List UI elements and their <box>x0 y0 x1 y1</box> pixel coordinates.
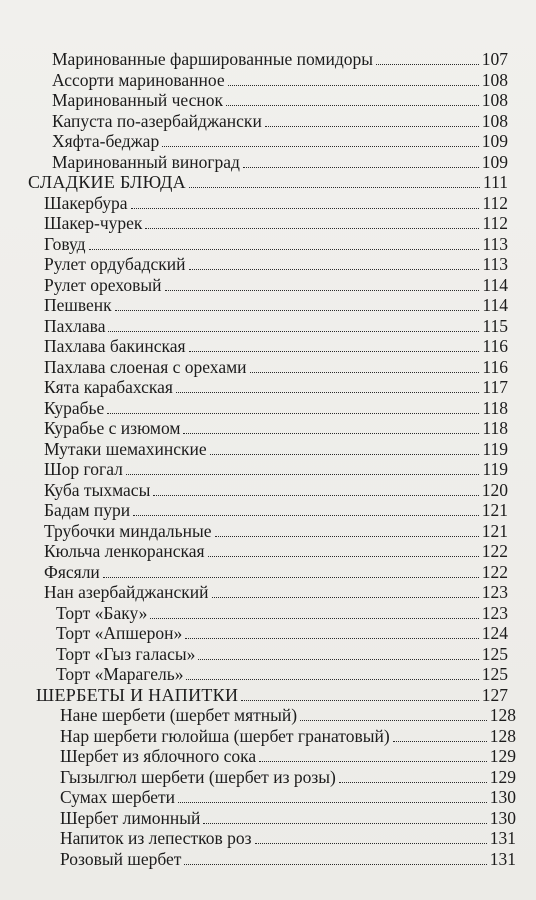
toc-entry-title: Пахлава слоеная с орехами <box>44 356 247 377</box>
dot-leader <box>183 433 479 434</box>
toc-entry-title: Хяфта-беджар <box>52 131 160 151</box>
toc-entry <box>60 704 516 725</box>
toc-section-heading <box>36 684 508 705</box>
toc-entry <box>44 274 508 295</box>
toc-entry-page: 114 <box>482 274 508 295</box>
dot-leader <box>145 228 479 229</box>
toc-entry <box>44 499 508 520</box>
dot-leader <box>162 146 479 147</box>
dot-leader <box>150 618 478 619</box>
dot-leader <box>189 351 480 352</box>
toc-entry-title: Ассорти маринованное <box>52 69 225 90</box>
toc-entry <box>44 417 508 438</box>
dot-leader <box>178 802 487 803</box>
toc-entry <box>44 335 508 356</box>
toc-entry <box>44 253 508 274</box>
toc-entry-title: Розовый шербет <box>60 848 182 869</box>
toc-entry <box>52 110 508 131</box>
toc-entry <box>56 643 508 664</box>
dot-leader <box>208 556 479 557</box>
toc-entry <box>44 581 508 602</box>
toc-entry <box>44 233 508 254</box>
toc-entry <box>44 520 508 541</box>
toc-entry-page: 129 <box>489 746 516 766</box>
dot-leader <box>250 372 480 373</box>
dot-leader <box>189 187 480 188</box>
toc-entry-title: Сумах шербети <box>60 787 176 807</box>
toc-entry-page: 112 <box>482 192 508 213</box>
toc-entry-title: Нан азербайджанский <box>44 582 209 602</box>
toc-entry <box>60 827 516 848</box>
toc-entry <box>44 561 508 582</box>
dot-leader <box>210 454 480 455</box>
toc-entry-title: Шор гогал <box>44 459 123 479</box>
toc-entry <box>60 807 516 828</box>
toc-entry-page: 129 <box>489 766 516 787</box>
dot-leader <box>103 577 479 578</box>
toc-entry-title: Пахлава <box>44 315 106 336</box>
dot-leader <box>185 638 478 639</box>
dot-leader <box>107 413 479 414</box>
toc-entry <box>44 397 508 418</box>
toc-entry-page: 116 <box>482 336 508 356</box>
toc-entry-title: Нар шербети гюлойша (шербет гранатовый) <box>60 725 390 746</box>
dot-leader <box>212 597 479 598</box>
toc-entry-page: 120 <box>481 479 508 500</box>
toc-entry-page: 125 <box>481 643 508 664</box>
dot-leader <box>131 208 480 209</box>
toc-entry-page: 109 <box>481 131 508 151</box>
toc-entry-title: Рулет ордубадский <box>44 254 186 274</box>
dot-leader <box>259 761 487 762</box>
toc-entry-page: 119 <box>482 438 508 459</box>
toc-entry-page: 108 <box>481 69 508 90</box>
dot-leader <box>176 392 479 393</box>
toc-entry-title: Рулет ореховый <box>44 274 162 295</box>
toc-entry-page: 125 <box>481 664 508 684</box>
toc-entry-title: Торт «Гыз галасы» <box>56 643 196 664</box>
toc-entry <box>60 745 516 766</box>
toc-entry-page: 107 <box>481 49 508 69</box>
dot-leader <box>189 269 480 270</box>
toc-entry <box>44 540 508 561</box>
dot-leader <box>153 495 478 496</box>
toc-entry <box>44 479 508 500</box>
toc-entry-title: Маринованный виноград <box>52 151 240 172</box>
dot-leader <box>215 536 479 537</box>
toc-entry <box>44 294 508 315</box>
toc-entry <box>44 458 508 479</box>
toc-entry-title: Шербет из яблочного сока <box>60 746 257 766</box>
toc-entry-page: 108 <box>481 90 508 110</box>
toc-entry <box>44 212 508 233</box>
toc-entry <box>44 356 508 377</box>
toc-entry-page: 123 <box>481 602 508 623</box>
toc-entry-page: 116 <box>482 356 508 377</box>
toc-entry-page: 109 <box>481 151 508 172</box>
dot-leader <box>228 85 479 86</box>
toc-section-heading <box>28 171 508 192</box>
toc-entry-page: 111 <box>483 172 508 192</box>
dot-leader <box>186 679 478 680</box>
toc-entry-title: Пахлава бакинская <box>44 336 186 356</box>
dot-leader <box>226 105 479 106</box>
toc-entry-page: 114 <box>482 295 508 315</box>
dot-leader <box>115 310 480 311</box>
toc-entry <box>52 89 508 110</box>
toc-entry-title: Куба тыхмасы <box>44 479 151 500</box>
dot-leader <box>255 843 487 844</box>
dot-leader <box>376 64 479 65</box>
toc-entry-title: Нане шербети (шербет мятный) <box>60 705 298 725</box>
dot-leader <box>241 700 478 701</box>
toc-entry-title: Мутаки шемахинские <box>44 438 207 459</box>
toc-entry <box>56 602 508 623</box>
dot-leader <box>165 290 480 291</box>
toc-entry-title: Маринованные фаршированные помидоры <box>52 49 373 69</box>
toc-entry-page: 118 <box>482 418 508 438</box>
toc-entry-page: 118 <box>482 397 508 418</box>
toc-entry-title: Капуста по-азербайджански <box>52 110 262 131</box>
toc-entry-title: Бадам пури <box>44 500 131 520</box>
toc-entry-title: Шербет лимонный <box>60 807 201 828</box>
toc-entry-page: 112 <box>482 213 508 233</box>
toc-entry-page: 131 <box>489 848 516 869</box>
toc-entry <box>44 315 508 336</box>
dot-leader <box>265 126 479 127</box>
toc-entry-title: Шакербура <box>44 192 128 213</box>
toc-entry-title: Шакер-чурек <box>44 213 143 233</box>
toc-entry-page: 123 <box>481 582 508 602</box>
toc-entry-page: 122 <box>481 561 508 582</box>
toc-entry-page: 130 <box>489 807 516 828</box>
toc-entry-title: Курабье с изюмом <box>44 418 181 438</box>
dot-leader <box>89 249 480 250</box>
toc-entry-page: 113 <box>482 254 508 274</box>
toc-entry <box>44 192 508 213</box>
dot-leader <box>184 864 486 865</box>
toc-entry-title: Говуд <box>44 233 86 254</box>
toc-entry-title: Кюльча ленкоранская <box>44 541 205 561</box>
toc-entry-page: 128 <box>489 725 516 746</box>
toc-entry-title: Трубочки миндальные <box>44 520 212 541</box>
toc-entry <box>52 69 508 90</box>
toc-entry-page: 127 <box>481 684 508 705</box>
toc-entry-page: 113 <box>482 233 508 254</box>
toc-entry-page: 124 <box>481 623 508 643</box>
dot-leader <box>300 720 487 721</box>
toc-entry-title: Кята карабахская <box>44 377 173 397</box>
toc-entry-page: 115 <box>482 315 508 336</box>
toc-entry-title: Пешвенк <box>44 295 112 315</box>
toc-entry <box>44 376 508 397</box>
toc-entry <box>60 786 516 807</box>
toc-entry-page: 108 <box>481 110 508 131</box>
toc-section-title: СЛАДКИЕ БЛЮДА <box>28 172 186 192</box>
toc-entry-page: 121 <box>481 520 508 541</box>
dot-leader <box>133 515 479 516</box>
dot-leader <box>339 782 487 783</box>
toc-entry-page: 119 <box>482 459 508 479</box>
dot-leader <box>203 823 486 824</box>
toc-entry-page: 121 <box>481 500 508 520</box>
toc-entry <box>52 48 508 69</box>
dot-leader <box>393 741 487 742</box>
toc-entry-page: 117 <box>482 377 508 397</box>
toc-entry-title: Торт «Апшерон» <box>56 623 183 643</box>
toc-entry-page: 130 <box>489 787 516 807</box>
toc-entry-title: Торт «Марагель» <box>56 664 184 684</box>
dot-leader <box>243 167 479 168</box>
toc-entry-title: Фясяли <box>44 561 100 582</box>
toc-entry <box>52 130 508 151</box>
toc-entry-page: 131 <box>489 828 516 848</box>
toc-entry-title: Напиток из лепестков роз <box>60 828 252 848</box>
toc-section-title: ШЕРБЕТЫ И НАПИТКИ <box>36 684 239 705</box>
toc-entry-title: Курабье <box>44 397 105 418</box>
dot-leader <box>198 659 478 660</box>
toc-entry <box>60 848 516 869</box>
toc-entry <box>56 663 508 684</box>
toc-entry <box>44 438 508 459</box>
toc-entry <box>52 151 508 172</box>
toc-entry-title: Маринованный чеснок <box>52 90 223 110</box>
toc-entry-page: 128 <box>489 705 516 725</box>
dot-leader <box>126 474 480 475</box>
dot-leader <box>108 331 479 332</box>
toc-entry <box>60 725 516 746</box>
toc-entry <box>60 766 516 787</box>
toc-entry <box>56 622 508 643</box>
toc-entry-title: Торт «Баку» <box>56 602 148 623</box>
toc-entry-title: Гызылгюл шербети (шербет из розы) <box>60 766 336 787</box>
toc-entry-page: 122 <box>481 541 508 561</box>
